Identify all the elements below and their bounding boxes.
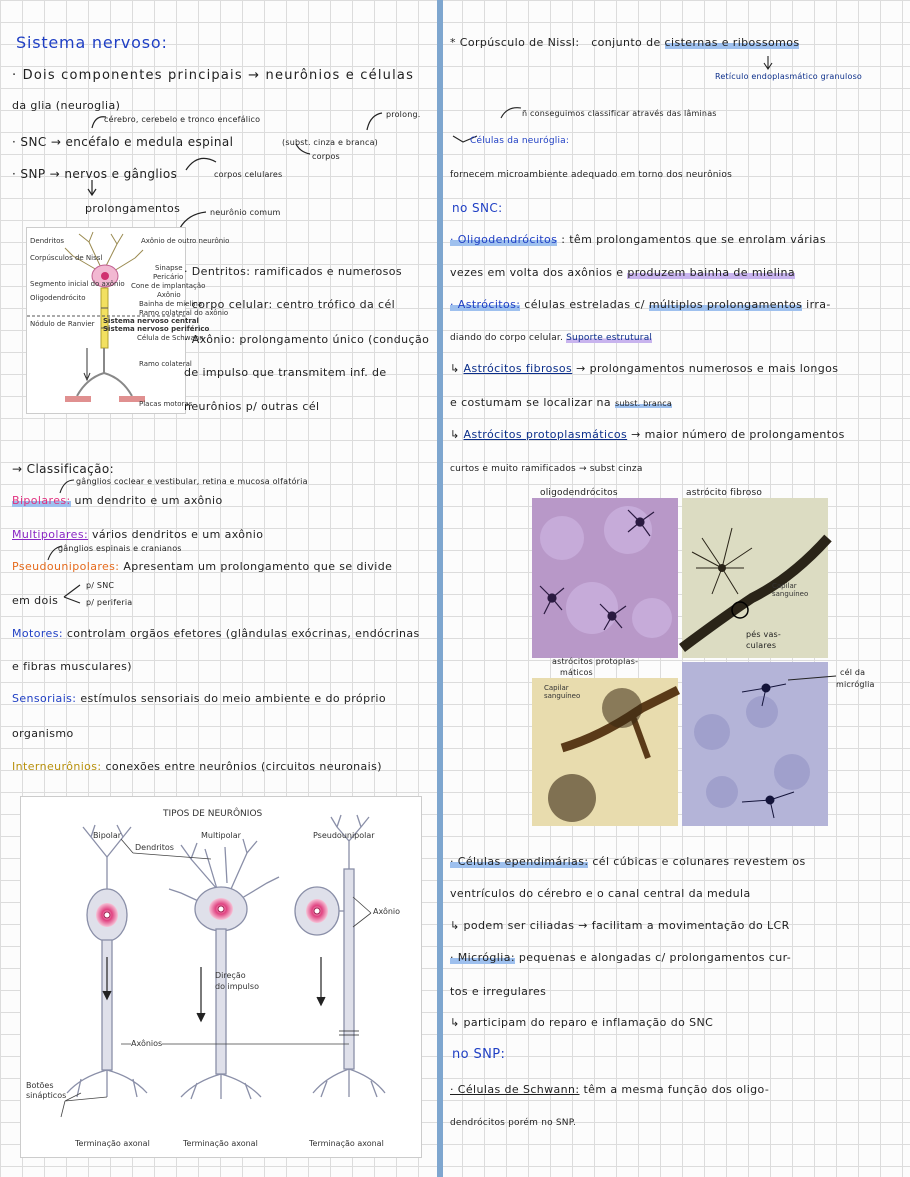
page-title: Sistema nervoso: — [16, 33, 168, 52]
neuron-figure — [26, 227, 230, 414]
fig-title: TIPOS DE NEURÔNIOS — [163, 809, 263, 819]
cel-da-label: cél da — [840, 668, 866, 677]
astro-line — [450, 298, 831, 311]
fig-label: Botões — [26, 1081, 54, 1090]
sanguineo-label-2: sanguíneo — [544, 692, 581, 700]
participam-line: ↳ participam do reparo e inflamação do SNC — [450, 1016, 714, 1029]
text-line: fornecem microambiente adequado em torno dos neurônios — [450, 170, 732, 180]
text-line: curtos e muito ramificados → subst cinza — [450, 464, 643, 474]
ependimarias-text: cél cúbicas e colunares revestem os — [592, 855, 806, 868]
fibrosos-text: → prolongamentos numerosos e mais longos — [576, 362, 839, 375]
microglia-line — [450, 951, 791, 964]
proto-line: ↳ Astrócitos protoplasmáticos → maior número de prolongamentos — [450, 428, 845, 441]
pseudo-label: Pseudounipolares: — [12, 560, 120, 573]
micrograph-caption: máticos — [560, 668, 593, 677]
astro-text-2: diando do corpo celular. — [450, 333, 564, 343]
annotation: corpos celulares — [214, 170, 283, 179]
annotation: prolong. — [386, 110, 421, 119]
capilar-label-2: Capilar — [544, 684, 569, 692]
fig-label: Corpúsculos de Nissl — [30, 254, 103, 262]
ciliadas-line: ↳ podem ser ciliadas → facilitam a movimentação do LCR — [450, 919, 790, 932]
bipolares-text: um dendrito e um axônio — [74, 494, 223, 507]
fig-label: Oligodendrócito — [30, 294, 86, 302]
multipolares-text: vários dendritos e um axônio — [92, 528, 264, 541]
oligo-line — [450, 233, 826, 246]
oligo-text: : têm prolongamentos que se enrolam várias — [561, 233, 826, 246]
astro-highlight: múltiplos prolongamentos — [648, 298, 803, 311]
oligo-label: · Oligodendrócitos — [450, 233, 558, 246]
text-line: · SNC → encéfalo e medula espinal — [12, 135, 234, 149]
sensoriais-text: estímulos sensoriais do meio ambiente e do próprio — [80, 692, 386, 705]
fig-label: Dendritos — [30, 237, 65, 245]
microglia-label: micróglia — [836, 680, 875, 689]
fibrosos-text-2: e costumam se localizar na — [450, 396, 612, 409]
culares-label: culares — [746, 641, 777, 650]
fig-label: Terminação axonal — [75, 1139, 150, 1148]
annotation: Retículo endoplasmático granuloso — [715, 72, 863, 81]
fig-label: Bipolar — [93, 831, 122, 840]
micrograph-caption: astrócito fibroso — [686, 488, 763, 498]
schwann-line — [450, 1083, 769, 1096]
text-line: · Dois componentes principais → neurônios e células — [12, 68, 415, 83]
fig-label: Bainha de mielina — [139, 300, 203, 308]
fibrosos-line: ↳ Astrócitos fibrosos → prolongamentos numerosos e mais longos — [450, 362, 839, 375]
fig-label: Cone de implantação — [131, 282, 206, 290]
text-line: em dois — [12, 594, 59, 607]
section-heading: no SNP: — [452, 1047, 506, 1062]
fig-label: do impulso — [215, 982, 259, 991]
annotation: cérebro, cerebelo e tronco encefálico — [104, 115, 261, 124]
inter-label: Interneurônios: — [12, 760, 102, 773]
nissl-text: conjunto de — [591, 36, 661, 49]
fig-label: Nódulo de Ranvier — [30, 320, 95, 328]
oligo-text-2: vezes em volta dos axônios e — [450, 266, 624, 279]
page-divider — [437, 0, 443, 1177]
text-line: · SNP → nervos e gânglios — [12, 167, 178, 181]
text-line: · corpo celular: centro trófico da cél — [184, 298, 396, 311]
subst-branca: subst. branca — [614, 399, 672, 408]
neuron-types-figure — [20, 796, 422, 1158]
micrograph-caption: oligodendrócitos — [540, 488, 618, 498]
nissl-highlight: cisternas e ribossomos — [664, 36, 800, 49]
motores-label: Motores: — [12, 627, 63, 640]
neuroglia-heading: Células da neuróglia: — [470, 136, 570, 146]
fig-label: Dendritos — [135, 843, 174, 852]
text-line: neurônios p/ outras cél — [184, 400, 320, 413]
astro-text-end: irra- — [806, 298, 831, 311]
fig-label: Placas motoras — [139, 400, 193, 408]
protoplasmic-astrocyte-micrograph — [532, 678, 678, 826]
fibrosos-label: Astrócitos fibrosos — [463, 362, 573, 375]
annotation: ñ conseguimos classificar através das lâminas — [522, 109, 717, 118]
fig-label: Célula de Schwann — [137, 334, 204, 342]
fig-label: Axônio — [373, 907, 401, 916]
annotation: gânglios espinais e cranianos — [58, 544, 182, 553]
astro-proto-image — [532, 678, 678, 826]
astro-label: · Astrócitos: — [450, 298, 521, 311]
fig-label: Terminação axonal — [183, 1139, 258, 1148]
text-line: prolongamentos — [85, 202, 181, 215]
classification-item — [12, 692, 386, 705]
bipolares-label: Bipolares: — [12, 494, 71, 507]
sensoriais-label: Sensoriais: — [12, 692, 77, 705]
oligo-line-2 — [450, 266, 795, 279]
fig-label: Sinapse — [155, 264, 183, 272]
fig-label: Direção — [215, 971, 246, 980]
fig-label: Ramo colateral — [139, 360, 192, 368]
handwritten-arrows — [0, 440, 437, 620]
capilar-label: Capilar — [772, 582, 797, 590]
annotation: p/ periferia — [86, 598, 133, 607]
handwritten-arrows — [780, 660, 840, 690]
text-line: dendrócitos porém no SNP. — [450, 1118, 576, 1128]
fig-label: Ramo colateral do axônio — [139, 309, 229, 317]
section-heading: no SNC: — [452, 201, 503, 215]
oligodendrocyte-micrograph — [532, 498, 678, 658]
handwritten-arrows — [443, 50, 910, 140]
participam-text: participam do reparo e inflamação do SNC — [463, 1016, 714, 1029]
micrograph-caption: astrócitos protoplas- — [552, 657, 639, 666]
annotation: neurônio comum — [210, 208, 281, 217]
classification-item — [12, 760, 382, 773]
fig-label: Pericário — [153, 273, 184, 281]
pseudo-text: Apresentam um prolongamento que se divide — [123, 560, 393, 573]
schwann-label: · Células de Schwann: — [450, 1083, 580, 1096]
fig-label: Sistema nervoso central — [103, 317, 199, 325]
ependimarias-line — [450, 855, 806, 868]
fig-label: Axônio de outro neurônio — [141, 237, 230, 245]
section-heading: → Classificação: — [12, 462, 115, 476]
nissl-line — [450, 36, 799, 49]
text-line: · Dentritos: ramificados e numerosos — [184, 265, 403, 278]
fibrosos-line-2 — [450, 396, 672, 409]
text-line: da glia (neuroglia) — [12, 99, 121, 112]
fig-label: Axônios — [131, 1039, 163, 1048]
text-line: e fibras musculares) — [12, 660, 132, 673]
inter-text: conexões entre neurônios (circuitos neuronais) — [105, 760, 382, 773]
motores-text: controlam orgãos efetores (glândulas exócrinas, endócrinas — [66, 627, 420, 640]
nissl-label: * Corpúsculo de Nissl: — [450, 36, 580, 49]
suporte-highlight: Suporte estrutural — [566, 333, 653, 343]
text-line: de impulso que transmitem inf. de — [184, 366, 387, 379]
fig-label: sinápticos — [26, 1091, 67, 1100]
pes-label: pés vas- — [746, 630, 782, 639]
annotation: corpos — [312, 152, 340, 161]
oligo-image — [532, 498, 678, 658]
fig-label: Multipolar — [201, 831, 241, 840]
handwritten-arrows — [0, 0, 437, 230]
microglia-text: pequenas e alongadas c/ prolongamentos cur- — [518, 951, 792, 964]
fig-label: Pseudounipolar — [313, 831, 375, 840]
text-line: ventrículos do cérebro e o canal central da medula — [450, 887, 751, 900]
microglia-section-label: · Micróglia: — [450, 951, 515, 964]
fig-label: Sistema nervoso periférico — [103, 325, 210, 333]
astro-line-2 — [450, 333, 652, 343]
text-line: organismo — [12, 727, 74, 740]
mielina-highlight: produzem bainha de mielina — [627, 266, 795, 279]
annotation: p/ SNC — [86, 581, 115, 590]
sanguineo-label: sanguíneo — [772, 590, 809, 598]
proto-label: Astrócitos protoplasmáticos — [463, 428, 628, 441]
proto-text: → maior número de prolongamentos — [631, 428, 845, 441]
annotation: gânglios coclear e vestibular, retina e mucosa olfatória — [76, 477, 308, 486]
text-line: · Axônio: prolongamento único (condução — [184, 333, 430, 346]
fig-label: Axônio — [157, 291, 181, 299]
ciliadas-text: podem ser ciliadas → facilitam a movimentação do LCR — [463, 919, 790, 932]
fig-label: Terminação axonal — [309, 1139, 384, 1148]
astro-text: células estreladas c/ — [524, 298, 645, 311]
text-line: tos e irregulares — [450, 985, 547, 998]
schwann-text: têm a mesma função dos oligo- — [583, 1083, 770, 1096]
annotation: (subst. cinza e branca) — [282, 138, 378, 147]
classification-item — [12, 627, 420, 640]
fig-label: Segmento inicial do axônio — [30, 280, 125, 288]
multipolares-label: Multipolares: — [12, 528, 89, 541]
ependimarias-label: · Células ependimárias: — [450, 855, 589, 868]
